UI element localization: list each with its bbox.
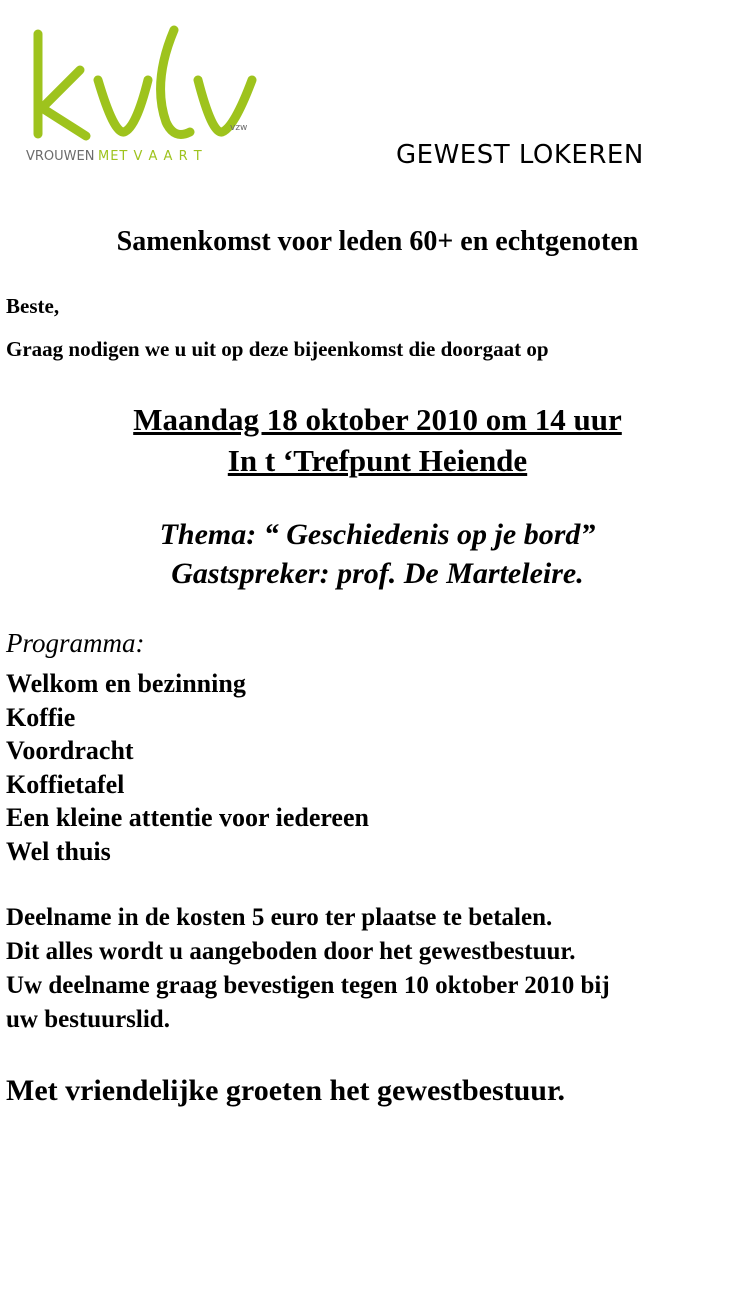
program-label: Programma: bbox=[6, 628, 145, 658]
invitation-text: Graag nodigen we u uit op deze bijeenkomst die doorgaat op bbox=[6, 337, 549, 361]
event-date: Maandag 18 oktober 2010 om 14 uur bbox=[133, 402, 622, 437]
program-item: Voordracht bbox=[6, 736, 134, 766]
closing-greeting: Met vriendelijke groeten het gewestbestuur. bbox=[6, 1074, 566, 1107]
salutation: Beste, bbox=[6, 294, 60, 318]
info-line: Deelname in de kosten 5 euro ter plaatse te betalen. bbox=[6, 904, 553, 931]
practical-info bbox=[6, 901, 610, 1037]
kvlv-logo bbox=[24, 22, 264, 172]
document-title: Samenkomst voor leden 60+ en echtgenoten bbox=[116, 226, 639, 257]
info-line: uw bestuurslid. bbox=[6, 1006, 170, 1033]
logo-tagline-met-vaart: MET V A A R T bbox=[98, 149, 203, 164]
region-heading: GEWEST LOKEREN bbox=[396, 140, 644, 170]
event-location: In t ‘Trefpunt Heiende bbox=[227, 443, 528, 478]
logo-suffix: vzw bbox=[230, 123, 248, 133]
program-item: Koffietafel bbox=[6, 769, 125, 799]
program-item: Koffie bbox=[6, 702, 76, 732]
info-line: Uw deelname graag bevestigen tegen 10 oktober 2010 bij bbox=[6, 972, 610, 999]
info-line: Dit alles wordt u aangeboden door het gewestbestuur. bbox=[6, 938, 576, 965]
program-item: Een kleine attentie voor iedereen bbox=[6, 803, 369, 833]
program-item: Wel thuis bbox=[6, 836, 111, 866]
logo-tagline-vrouwen: VROUWEN bbox=[26, 149, 95, 164]
speaker-line: Gastspreker: prof. De Marteleire. bbox=[171, 557, 584, 590]
theme-line: Thema: “ Geschiedenis op je bord” bbox=[159, 518, 596, 551]
program-item: Welkom en bezinning bbox=[6, 669, 246, 698]
program-list bbox=[6, 667, 369, 869]
kvlv-logo-graphic bbox=[24, 22, 264, 172]
